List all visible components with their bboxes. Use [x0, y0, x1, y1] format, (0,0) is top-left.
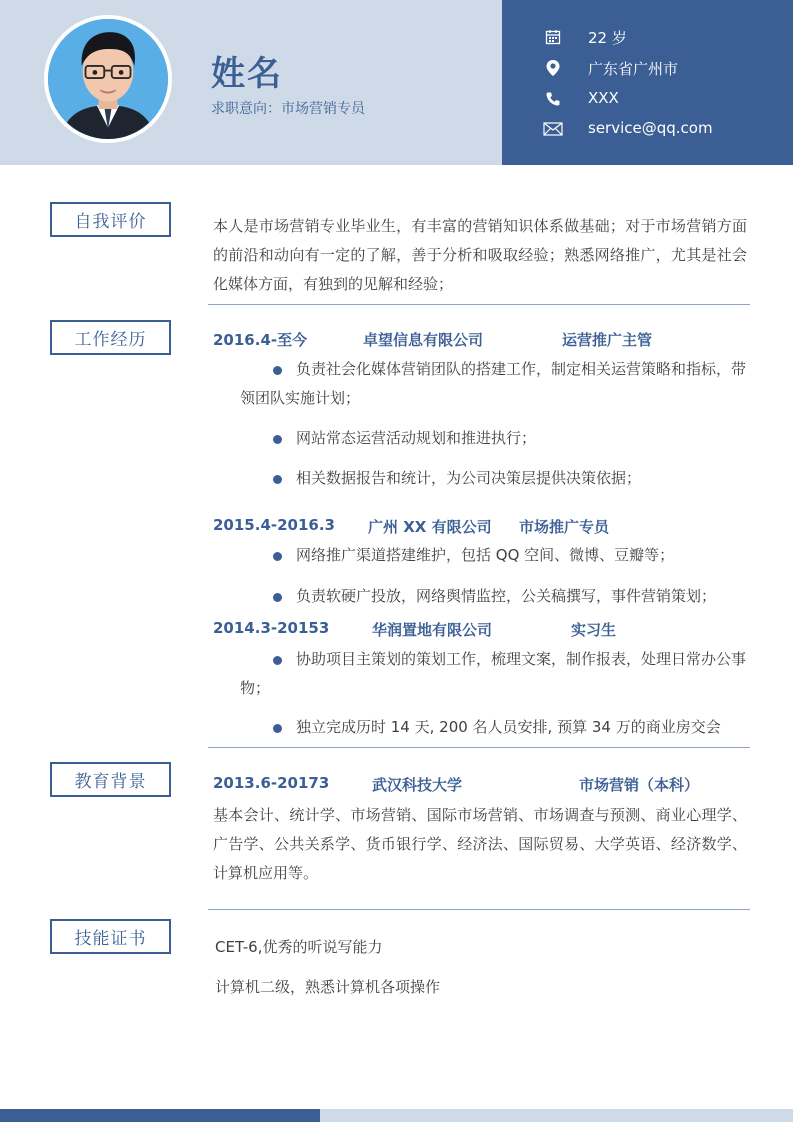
contact-location [543, 57, 679, 79]
list-item: 负责社会化媒体营销团队的搭建工作，制定相关运营策略和指标，带领团队实施计划； [240, 360, 747, 407]
education-school: 武汉科技大学 [372, 776, 463, 794]
location-pin-icon [543, 58, 563, 78]
list-item: 相关数据报告和统计，为公司决策层提供决策依据； [240, 464, 750, 493]
footer-bar-dark [0, 1109, 320, 1122]
education-major: 市场营销（本科） [579, 776, 700, 794]
job-role: 运营推广主管 [562, 331, 653, 349]
section-divider [208, 909, 750, 910]
avatar-portrait-icon [48, 19, 168, 139]
list-item: 网站常态运营活动规划和推进执行； [240, 424, 750, 453]
bullet-dot-icon [273, 552, 282, 561]
candidate-name: 姓名 [211, 54, 283, 94]
job-role: 实习生 [571, 621, 617, 639]
section-title-self-eval: 自我评价 [50, 202, 171, 237]
header-contact-panel [502, 0, 793, 165]
job-period: 2016.4-至今 [213, 331, 308, 349]
bullet-dot-icon [273, 435, 282, 444]
job-company: 广州 XX 有限公司 [368, 518, 492, 536]
list-item: 网络推广渠道搭建维护，包括 QQ 空间、微博、豆瓣等； [240, 541, 750, 570]
education-courses: 基本会计、统计学、市场营销、国际市场营销、市场调查与预测、商业心理学、广告学、公共关系学、货币银行学、经济法、国际贸易、大学英语、经济数学、计算机应用等。 [213, 806, 747, 882]
job-company: 卓望信息有限公司 [363, 331, 484, 349]
contact-phone [543, 88, 619, 110]
section-divider [208, 747, 750, 748]
bullet-dot-icon [273, 475, 282, 484]
envelope-icon [543, 119, 563, 139]
phone-icon [543, 89, 563, 109]
bullet-dot-icon [273, 724, 282, 733]
location-text: 广东省广州市 [588, 60, 679, 78]
avatar [44, 15, 172, 143]
contact-age [543, 26, 627, 48]
education-period: 2013.6-20173 [213, 774, 330, 792]
list-item: 负责软硬广投放，网络舆情监控，公关稿撰写，事件营销策划； [240, 582, 750, 611]
list-item: 独立完成历时 14 天, 200 名人员安排, 预算 34 万的商业房交会 [240, 713, 750, 742]
section-title-education: 教育背景 [50, 762, 171, 797]
contact-email [543, 118, 713, 140]
bullet-dot-icon [273, 656, 282, 665]
bullet-dot-icon [273, 593, 282, 602]
footer-bar-light [320, 1109, 793, 1122]
job-role: 市场推广专员 [519, 518, 610, 536]
self-eval-text: 本人是市场营销专业毕业生，有丰富的营销知识体系做基础；对于市场营销方面的前沿和动向有一定的了解，善于分析和吸取经验；熟悉网络推广，尤其是社会化媒体方面，有独到的见解和经验； [213, 217, 747, 293]
section-divider [208, 304, 750, 305]
section-title-skills: 技能证书 [50, 919, 171, 954]
job-objective: 求职意向：市场营销专员 [211, 101, 365, 117]
job-period: 2015.4-2016.3 [213, 516, 335, 534]
section-title-work: 工作经历 [50, 320, 171, 355]
list-item: 协助项目主策划的策划工作，梳理文案，制作报表，处理日常办公事物； [240, 650, 747, 697]
phone-text: XXX [588, 89, 619, 107]
bullet-dot-icon [273, 366, 282, 375]
skill-item: 计算机二级，熟悉计算机各项操作 [215, 978, 441, 996]
skill-item: CET-6,优秀的听说写能力 [215, 938, 383, 956]
calendar-icon [543, 27, 563, 47]
job-company: 华润置地有限公司 [372, 621, 493, 639]
age-text: 22 岁 [588, 29, 627, 47]
job-period: 2014.3-20153 [213, 619, 330, 637]
email-text: service@qq.com [588, 119, 713, 137]
